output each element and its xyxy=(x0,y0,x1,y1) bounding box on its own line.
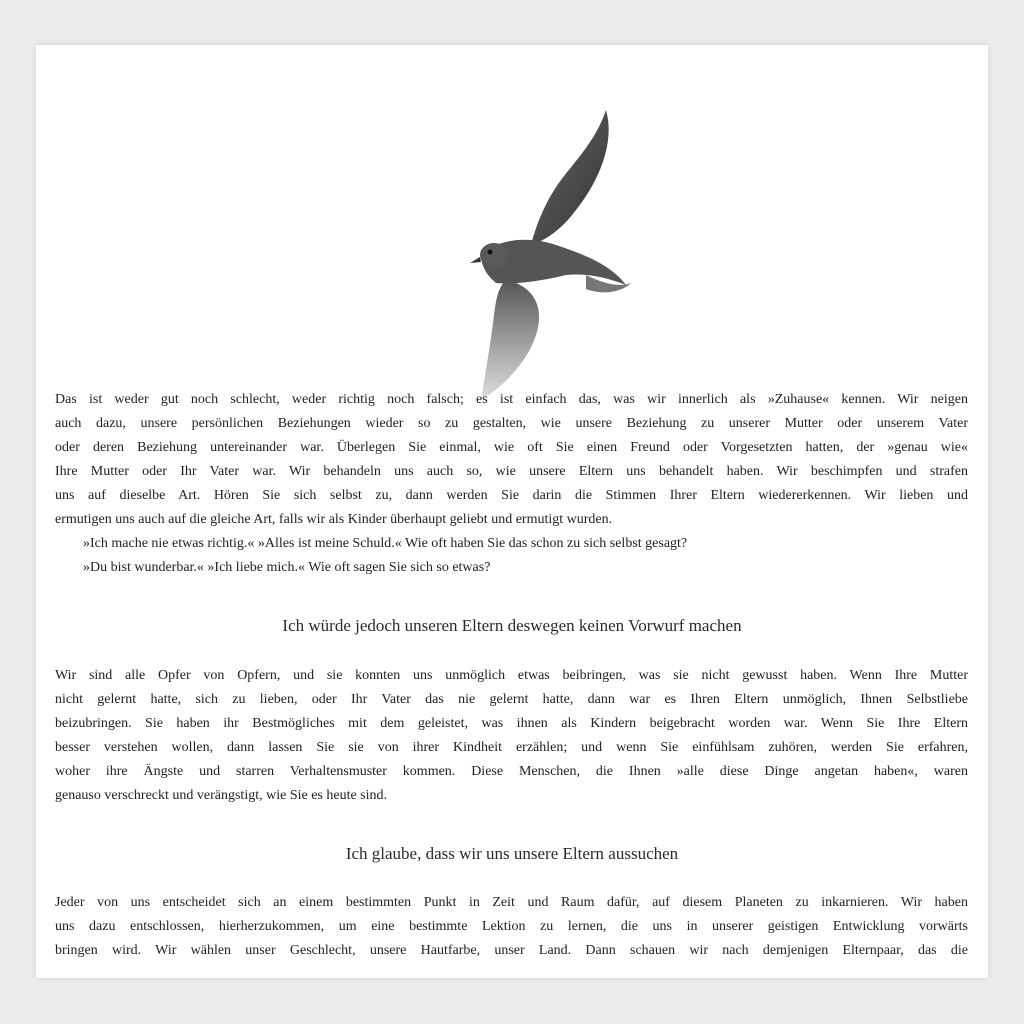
text-line: Ihre Mutter oder Ihr Vater war. Wir behandeln uns auch so, wie unsere Eltern uns behandelt haben. Wir beschimpfen und strafen xyxy=(55,464,968,479)
book-page xyxy=(36,45,988,978)
text-line: Wir sind alle Opfer von Opfern, und sie konnten uns unmöglich etwas beibringen, was sie nicht gewusst haben. Wenn Ihre Mutter xyxy=(55,668,968,683)
paragraph-1 xyxy=(55,388,968,580)
text-line: Jeder von uns entscheidet sich an einem bestimmten Punkt in Zeit und Raum dafür, auf diesem Planeten zu inkarnieren. Wir haben xyxy=(55,895,968,910)
text-line: woher ihre Ängste und starren Verhaltensmuster kommen. Diese Menschen, die Ihnen »alle diese Dinge angetan haben«, waren xyxy=(55,764,968,779)
text-line: genauso verschreckt und verängstigt, wie Sie es heute sind. xyxy=(55,788,388,803)
text-line: besser verstehen wollen, dann lassen Sie sie von ihrer Kindheit erzählen; und wenn Sie einfühlsam zuhören, werden Sie erfahren, xyxy=(55,740,968,755)
text-line: auch dazu, unsere persönlichen Beziehungen wieder so zu gestalten, wie unsere Beziehung zu unserer Mutter oder unserem Vater xyxy=(55,416,968,431)
text-line: uns auf dieselbe Art. Hören Sie sich selbst zu, dann werden Sie darin die Stimmen Ihrer Eltern wiedererkennen. Wir lieben und xyxy=(55,488,968,503)
text-line: beizubringen. Sie haben ihr Bestmögliches mit dem geleistet, was ihnen als Kindern beigebracht worden war. Wenn Sie Ihre Eltern xyxy=(55,716,968,731)
text-line: nicht gelernt hatte, sich zu lieben, oder Ihr Vater das nie gelernt hatte, dann war es Ihren Eltern unmöglich, Ihnen Selbstliebe xyxy=(55,692,968,707)
section-heading: Ich glaube, dass wir uns unsere Eltern aussuchen xyxy=(345,844,679,863)
text-line: ermutigen uns auch auf die gleiche Art, falls wir als Kinder überhaupt geliebt und ermutigt wurden. xyxy=(55,512,613,527)
bird-illustration xyxy=(436,105,646,405)
text-line: Das ist weder gut noch schlecht, weder richtig noch falsch; es ist einfach das, was wir innerlich als »Zuhause« kennen. Wir neigen xyxy=(55,392,968,407)
paragraph-4 xyxy=(55,664,968,808)
paragraph-5 xyxy=(55,891,968,963)
paragraph-3: »Du bist wunderbar.« »Ich liebe mich.« Wie oft sagen Sie sich so etwas? xyxy=(83,560,491,575)
text-line: bringen wird. Wir wählen unser Geschlecht, unsere Hautfarbe, unser Land. Dann schauen wir nach demjenigen Elternpaar, das die xyxy=(55,943,968,958)
text-line: oder deren Beziehung untereinander war. Überlegen Sie einmal, wie oft Sie einen Freund oder Vorgesetzten hatten, der »genau wie« xyxy=(55,440,968,455)
paragraph-2: »Ich mache nie etwas richtig.« »Alles ist meine Schuld.« Wie oft haben Sie das schon zu sich selbst gesagt? xyxy=(83,536,688,551)
text-line: uns dazu entschlossen, hierherzukommen, um eine bestimmte Lektion zu lernen, die uns in unserer geistigen Entwicklung vorwärts xyxy=(55,919,968,934)
section-heading: Ich würde jedoch unseren Eltern deswegen keinen Vorwurf machen xyxy=(282,616,742,635)
